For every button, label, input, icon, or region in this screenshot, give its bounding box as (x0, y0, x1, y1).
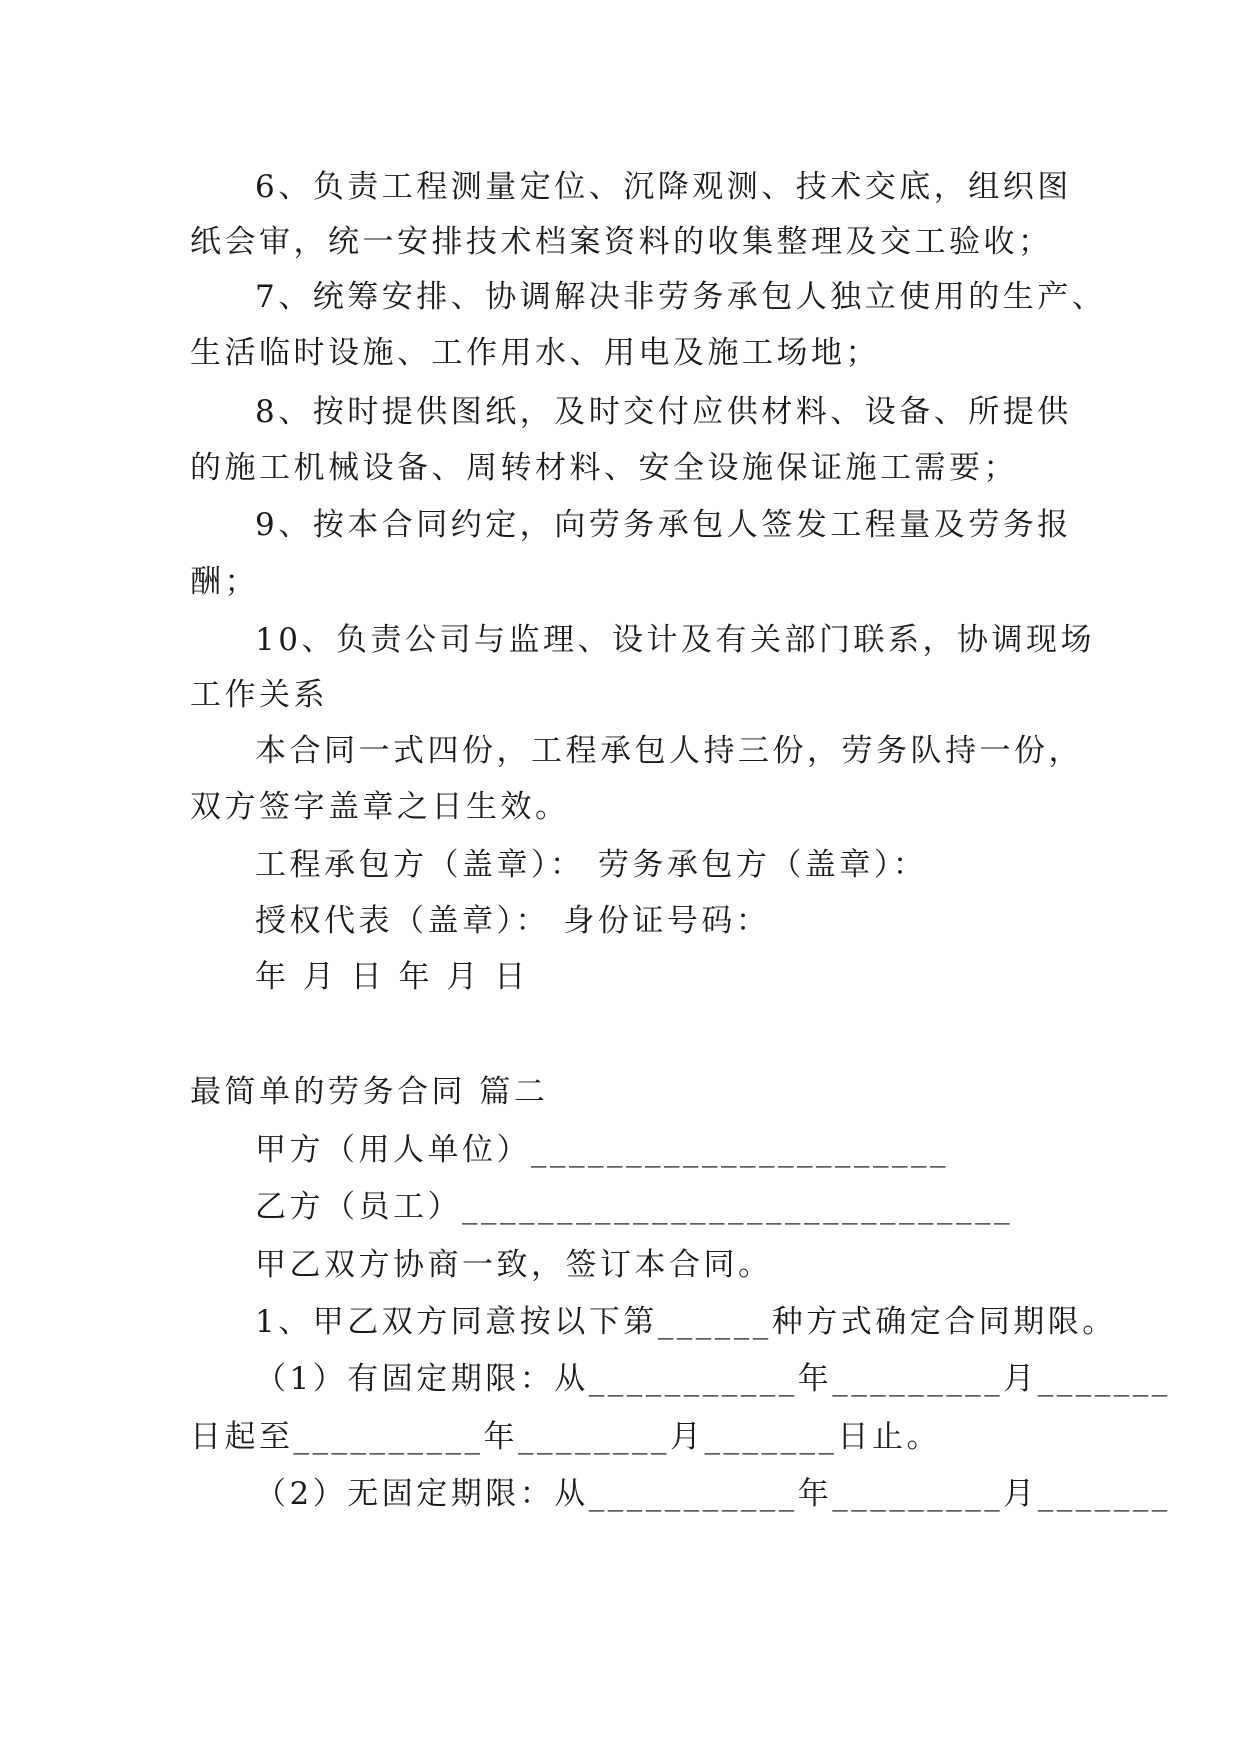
text-line: 6、负责工程测量定位、沉降观测、技术交底，组织图 (255, 169, 1072, 205)
date-line: 年 月 日 年 月 日 (255, 959, 529, 995)
text-line: 工作关系 (190, 677, 328, 713)
party-b-line: 乙方（员工）_____________________________ (255, 1189, 1013, 1225)
text-line: 纸会审，统一安排技术档案资料的收集整理及交工验收； (190, 224, 1053, 260)
text-line: （1）有固定期限：从___________年_________月_______ (255, 1361, 1171, 1397)
text-line: 8、按时提供图纸，及时交付应供材料、设备、所提供 (255, 394, 1072, 430)
text-line: 7、统筹安排、协调解决非劳务承包人独立使用的生产、 (255, 279, 1107, 315)
text-line: （2）无固定期限：从___________年_________月_______ (255, 1476, 1171, 1512)
text-line: 双方签字盖章之日生效。 (190, 789, 570, 825)
signature-line: 授权代表（盖章）： 身份证号码： (255, 903, 771, 939)
text-line: 生活临时设施、工作用水、用电及施工场地； (190, 335, 880, 371)
text-line: 酬； (190, 564, 259, 600)
text-line: 10、负责公司与监理、设计及有关部门联系，协调现场 (255, 622, 1095, 658)
text-line: 本合同一式四份，工程承包人持三份，劳务队持一份， (255, 733, 1083, 769)
text-line: 1、甲乙双方同意按以下第______种方式确定合同期限。 (255, 1304, 1117, 1340)
text-line: 9、按本合同约定，向劳务承包人签发工程量及劳务报 (255, 507, 1072, 543)
signature-line: 工程承包方（盖章）： 劳务承包方（盖章）： (255, 847, 928, 883)
text-line: 甲乙双方协商一致，签订本合同。 (255, 1247, 773, 1283)
section-title: 最简单的劳务合同 篇二 (190, 1074, 549, 1110)
text-line: 日起至__________年________月_______日止。 (190, 1419, 941, 1455)
text-line: 的施工机械设备、周转材料、安全设施保证施工需要； (190, 450, 1018, 486)
party-a-line: 甲方（用人单位）______________________ (255, 1132, 949, 1168)
